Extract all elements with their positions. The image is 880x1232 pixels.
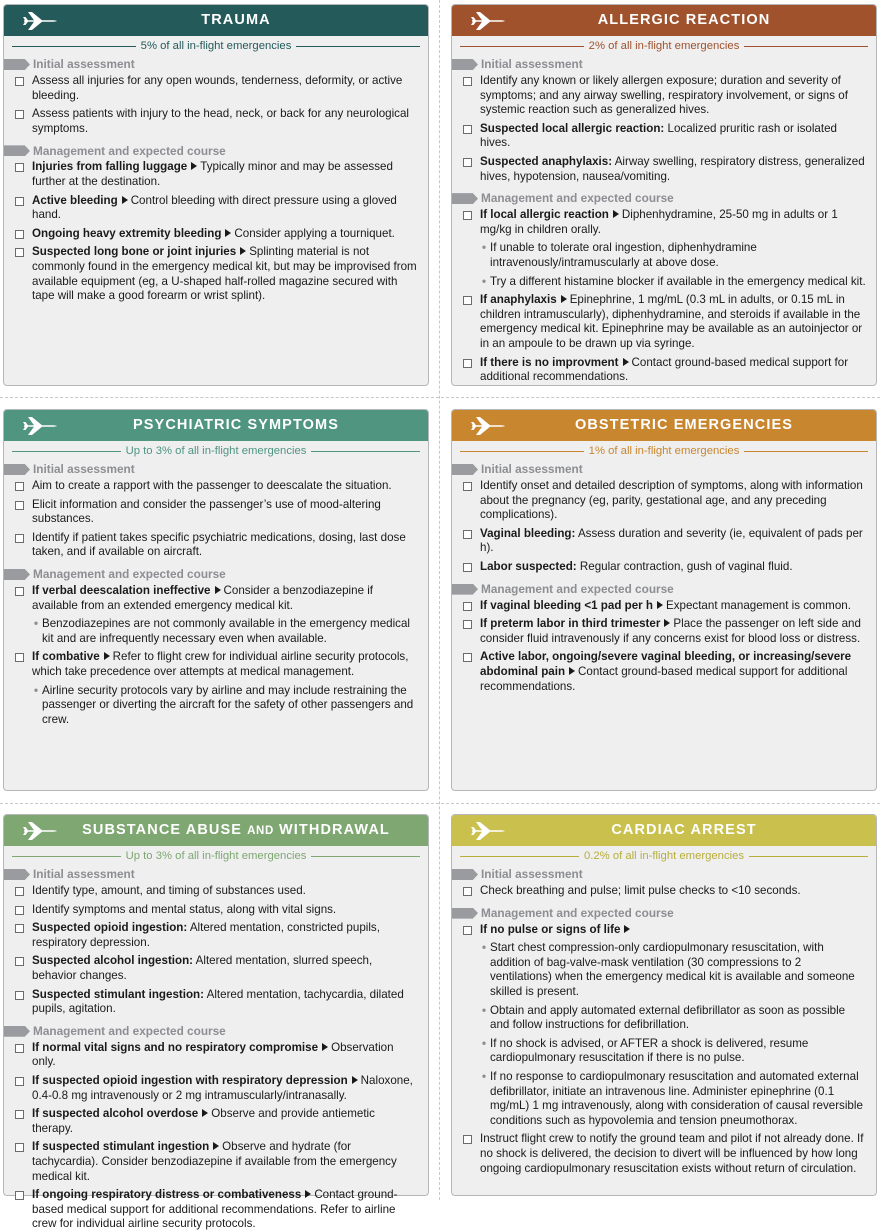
section-heading: Initial assessment [4, 57, 428, 72]
checkbox-icon[interactable] [15, 501, 24, 510]
checklist-item: Instruct flight crew to notify the ground team and pilot if not already done. If no shock is delivered, the decision to divert will be influenced by how long ongoing cardiopulmonary resuscitation exists without return of circulation. [452, 1132, 876, 1176]
checkbox-icon[interactable] [463, 602, 472, 611]
checkbox-icon[interactable] [15, 1191, 24, 1200]
checkbox-icon[interactable] [463, 887, 472, 896]
sub-bullet: • If no response to cardiopulmonary resuscitation and automated external defibrillator, initiate an intravenous line. Administer epinephrine (0.1 mg/mL) 1 mg intravenously, along with consideration of causal reversible conditions such as hypovolemia and tension pneumothorax. [482, 1069, 863, 1127]
checkbox-icon[interactable] [463, 359, 472, 368]
checklist-item: Injuries from falling luggage Typically minor and may be assessed further at the destination. [4, 160, 428, 189]
checkbox-icon[interactable] [15, 906, 24, 915]
bullet-icon: • [482, 1003, 487, 1017]
panel-psychiatric [3, 409, 429, 791]
panel-title: CARDIAC ARREST [611, 822, 757, 839]
checklist-item: If suspected stimulant ingestion Observe and hydrate (for tachycardia). Consider benzodiazepine if available from the emergency medical kit. [4, 1140, 428, 1184]
checkbox-icon[interactable] [463, 125, 472, 134]
checklist-item: If anaphylaxis Epinephrine, 1 mg/mL (0.3 mL in adults, or 0.15 mL in children intramuscularly), diphenhydramine, and steroids if available in the emergency medical kit. Epinephrine may be available as an autoinjector or in an ampoule to be drawn up via syringe. [452, 293, 876, 351]
checkbox-icon[interactable] [463, 653, 472, 662]
checkbox-icon[interactable] [15, 197, 24, 206]
arrow-icon [452, 59, 478, 70]
triangle-arrow-icon [613, 210, 619, 218]
panel-allergic [451, 4, 877, 386]
arrow-icon [4, 464, 30, 475]
panel-title: SUBSTANCE ABUSE AND WITHDRAWAL [82, 821, 390, 838]
checklist-item: Suspected alcohol ingestion: Altered mentation, slurred speech, behavior changes. [4, 954, 428, 983]
checkbox-icon[interactable] [15, 1143, 24, 1152]
triangle-arrow-icon [322, 1043, 328, 1051]
triangle-arrow-icon [624, 925, 630, 933]
section-heading: Management and expected course [452, 191, 876, 206]
checkbox-icon[interactable] [463, 926, 472, 935]
checklist-item: Assess patients with injury to the head, neck, or back for any neurological symptoms. [4, 107, 428, 136]
horizontal-divider [0, 803, 880, 804]
section-heading: Initial assessment [452, 867, 876, 882]
airplane-icon [470, 415, 506, 437]
arrow-icon [4, 569, 30, 580]
checklist-item: Active bleeding Control bleeding with direct pressure using a gloved hand. [4, 194, 428, 223]
checklist-item: If combative Refer to flight crew for individual airline security protocols, which take precedence over attempts at medical management. [4, 650, 428, 679]
checklist-item: If vaginal bleeding <1 pad per h Expectant management is common. [452, 599, 876, 614]
section-heading: Initial assessment [452, 57, 876, 72]
frequency-stat: 1% of all in-flight emergencies [452, 441, 876, 461]
checklist-item: Identify any known or likely allergen exposure; duration and severity of symptoms; and any airway swelling, respiratory involvement, or signs of systemic reaction such as generalized hives. [452, 74, 876, 118]
checkbox-icon[interactable] [463, 620, 472, 629]
sub-bullet: • Benzodiazepines are not commonly available in the emergency medical kit and are infrequently necessary even when available. [34, 617, 410, 645]
arrow-icon [4, 1026, 30, 1037]
airplane-icon [22, 10, 58, 32]
checklist-item: Identify type, amount, and timing of substances used. [4, 884, 428, 899]
airplane-icon [22, 820, 58, 842]
checkbox-icon[interactable] [15, 534, 24, 543]
triangle-arrow-icon [352, 1076, 358, 1084]
bullet-icon: • [34, 683, 39, 697]
checklist-item: Identify onset and detailed description of symptoms, along with information about the pregnancy (eg, parity, gestational age, and any preceding complications). [452, 479, 876, 523]
frequency-stat: 0.2% of all in-flight emergencies [452, 846, 876, 866]
triangle-arrow-icon [213, 1142, 219, 1150]
vertical-divider [439, 0, 440, 1200]
triangle-arrow-icon [657, 601, 663, 609]
checklist-item: If no pulse or signs of life [452, 923, 876, 938]
panel-substance [3, 814, 429, 1231]
checklist-item: Suspected long bone or joint injuries Splinting material is not commonly found in the emergency medical kit, but may be improvised from available equipment (eg, a U-shaped half-rolled magazine secured with tape will make a good forearm or wrist splint). [4, 245, 428, 303]
triangle-arrow-icon [569, 667, 575, 675]
checklist-item: Suspected opioid ingestion: Altered mentation, constricted pupils, respiratory depression. [4, 921, 428, 950]
triangle-arrow-icon [623, 358, 629, 366]
checkbox-icon[interactable] [15, 991, 24, 1000]
section-heading: Initial assessment [4, 867, 428, 882]
panel-title: PSYCHIATRIC SYMPTOMS [133, 417, 339, 434]
checklist-item: Identify if patient takes specific psychiatric medications, dosing, last dose taken, and if available on aircraft. [4, 531, 428, 560]
bullet-icon: • [482, 274, 487, 288]
panel-header [4, 410, 428, 441]
checkbox-icon[interactable] [463, 77, 472, 86]
checklist-item: Assess all injuries for any open wounds, tenderness, deformity, or active bleeding. [4, 74, 428, 103]
checkbox-icon[interactable] [15, 1077, 24, 1086]
checklist-item: If there is no improvment Contact ground-based medical support for additional recommendations. [452, 356, 876, 385]
arrow-icon [452, 584, 478, 595]
checkbox-icon[interactable] [15, 587, 24, 596]
checkbox-icon[interactable] [463, 530, 472, 539]
checklist-item: If ongoing respiratory distress or combativeness Contact ground-based medical support for additional recommendations. Refer to airline crew for individual airline security protocols. [4, 1188, 428, 1232]
checklist-item: Suspected anaphylaxis: Airway swelling, respiratory distress, generalized hives, hypotension, nausea/vomiting. [452, 155, 876, 184]
bullet-icon: • [482, 1069, 487, 1083]
checkbox-icon[interactable] [463, 1135, 472, 1144]
panel-header [452, 5, 876, 36]
checkbox-icon[interactable] [15, 248, 24, 257]
checklist-item: If local allergic reaction Diphenhydramine, 25-50 mg in adults or 1 mg/kg in children orally. [452, 208, 876, 237]
checklist-item: Aim to create a rapport with the passenger to deescalate the situation. [4, 479, 428, 494]
horizontal-divider [0, 397, 880, 398]
sub-bullet: • Start chest compression-only cardiopulmonary resuscitation, with addition of bag-valve-mask ventilation (30 compressions to 2 ventilations) when the emergency medical kit is available and someone skilled is present. [482, 941, 855, 998]
panel-header [452, 815, 876, 846]
checkbox-icon[interactable] [463, 158, 472, 167]
checkbox-icon[interactable] [15, 110, 24, 119]
checkbox-icon[interactable] [15, 163, 24, 172]
section-heading: Management and expected course [452, 582, 876, 597]
checklist-item: Elicit information and consider the passenger’s use of mood-altering substances. [4, 498, 428, 527]
triangle-arrow-icon [202, 1109, 208, 1117]
panel-title: OBSTETRIC EMERGENCIES [574, 417, 794, 434]
checklist-item: If preterm labor in third trimester Place the passenger on left side and consider fluid intravenously if any concerns exist for blood loss or distress. [452, 617, 876, 646]
checkbox-icon[interactable] [463, 211, 472, 220]
arrow-icon [452, 193, 478, 204]
bullet-icon: • [482, 241, 487, 255]
triangle-arrow-icon [305, 1190, 311, 1198]
sub-bullet: • Airline security protocols vary by airline and may include restraining the passenger or diverting the aircraft for the safety of other passengers and crew. [34, 683, 414, 726]
arrow-icon [4, 59, 30, 70]
checklist-item: Labor suspected: Regular contraction, gush of vaginal fluid. [452, 560, 876, 575]
arrow-icon [4, 869, 30, 880]
checkbox-icon[interactable] [15, 482, 24, 491]
checkbox-icon[interactable] [15, 887, 24, 896]
section-heading: Management and expected course [452, 906, 876, 921]
triangle-arrow-icon [225, 229, 231, 237]
section-heading: Initial assessment [4, 462, 428, 477]
checkbox-icon[interactable] [15, 924, 24, 933]
checkbox-icon[interactable] [463, 296, 472, 305]
panel-trauma [3, 4, 429, 386]
checklist-item: Identify symptoms and mental status, along with vital signs. [4, 903, 428, 918]
section-heading: Management and expected course [4, 567, 428, 582]
section-heading: Management and expected course [4, 143, 428, 158]
sub-bullet: • Try a different histamine blocker if available in the emergency medical kit. [482, 274, 866, 288]
checklist-item: If verbal deescalation ineffective Consider a benzodiazepine if available from an extended emergency medical kit. [4, 584, 428, 613]
panel-obstetric [451, 409, 877, 791]
arrow-icon [452, 464, 478, 475]
checklist-item: Vaginal bleeding: Assess duration and severity (ie, equivalent of pads per h). [452, 527, 876, 556]
checkbox-icon[interactable] [15, 230, 24, 239]
arrow-icon [4, 145, 30, 156]
checkbox-icon[interactable] [15, 77, 24, 86]
triangle-arrow-icon [561, 295, 567, 303]
frequency-stat: Up to 3% of all in-flight emergencies [4, 441, 428, 461]
airplane-icon [470, 820, 506, 842]
checklist-item: Suspected local allergic reaction: Localized pruritic rash or isolated hives. [452, 122, 876, 151]
checklist-item: If suspected opioid ingestion with respiratory depression Naloxone, 0.4-0.8 mg intravenously or 2 mg intramuscularly/intranasally. [4, 1074, 428, 1103]
section-heading: Initial assessment [452, 462, 876, 477]
checkbox-icon[interactable] [15, 653, 24, 662]
frequency-stat: 5% of all in-flight emergencies [4, 36, 428, 56]
bullet-icon: • [34, 617, 39, 631]
frequency-stat: Up to 3% of all in-flight emergencies [4, 846, 428, 866]
bullet-icon: • [482, 941, 487, 955]
airplane-icon [470, 10, 506, 32]
triangle-arrow-icon [664, 619, 670, 627]
checklist-item: Ongoing heavy extremity bleeding Consider applying a tourniquet. [4, 227, 428, 242]
triangle-arrow-icon [215, 586, 221, 594]
frequency-stat: 2% of all in-flight emergencies [452, 36, 876, 56]
panel-title: ALLERGIC REACTION [597, 12, 771, 29]
panel-title: TRAUMA [201, 12, 271, 29]
triangle-arrow-icon [122, 196, 128, 204]
bullet-icon: • [482, 1036, 487, 1050]
panel-header [4, 815, 428, 846]
panel-cardiac [451, 814, 877, 1196]
sub-bullet: • If no shock is advised, or AFTER a shock is delivered, resume cardiopulmonary resuscitation if there is no pulse. [482, 1036, 809, 1065]
checklist-item: Check breathing and pulse; limit pulse checks to <10 seconds. [452, 884, 876, 899]
airplane-icon [22, 415, 58, 437]
triangle-arrow-icon [104, 652, 110, 660]
triangle-arrow-icon [191, 162, 197, 170]
checkbox-icon[interactable] [463, 482, 472, 491]
checkbox-icon[interactable] [15, 1110, 24, 1119]
checklist-item: If suspected alcohol overdose Observe and provide antiemetic therapy. [4, 1107, 428, 1136]
checkbox-icon[interactable] [15, 957, 24, 966]
sub-bullet: • If unable to tolerate oral ingestion, diphenhydramine intravenously/intramuscularly at above dose. [482, 241, 757, 269]
checkbox-icon[interactable] [15, 1044, 24, 1053]
checklist-item: Active labor, ongoing/severe vaginal bleeding, or increasing/severe abdominal pain Contact ground-based medical support for additional recommendations. [452, 650, 876, 694]
triangle-arrow-icon [240, 247, 246, 255]
arrow-icon [452, 908, 478, 919]
sub-bullet: • Obtain and apply automated external defibrillator as soon as possible and follow instructions for defibrillation. [482, 1003, 846, 1032]
checkbox-icon[interactable] [463, 563, 472, 572]
checklist-item: Suspected stimulant ingestion: Altered mentation, tachycardia, dilated pupils, agitation. [4, 988, 428, 1017]
panel-header [4, 5, 428, 36]
arrow-icon [452, 869, 478, 880]
panel-header [452, 410, 876, 441]
checklist-item: If normal vital signs and no respiratory compromise Observation only. [4, 1041, 428, 1070]
section-heading: Management and expected course [4, 1024, 428, 1039]
